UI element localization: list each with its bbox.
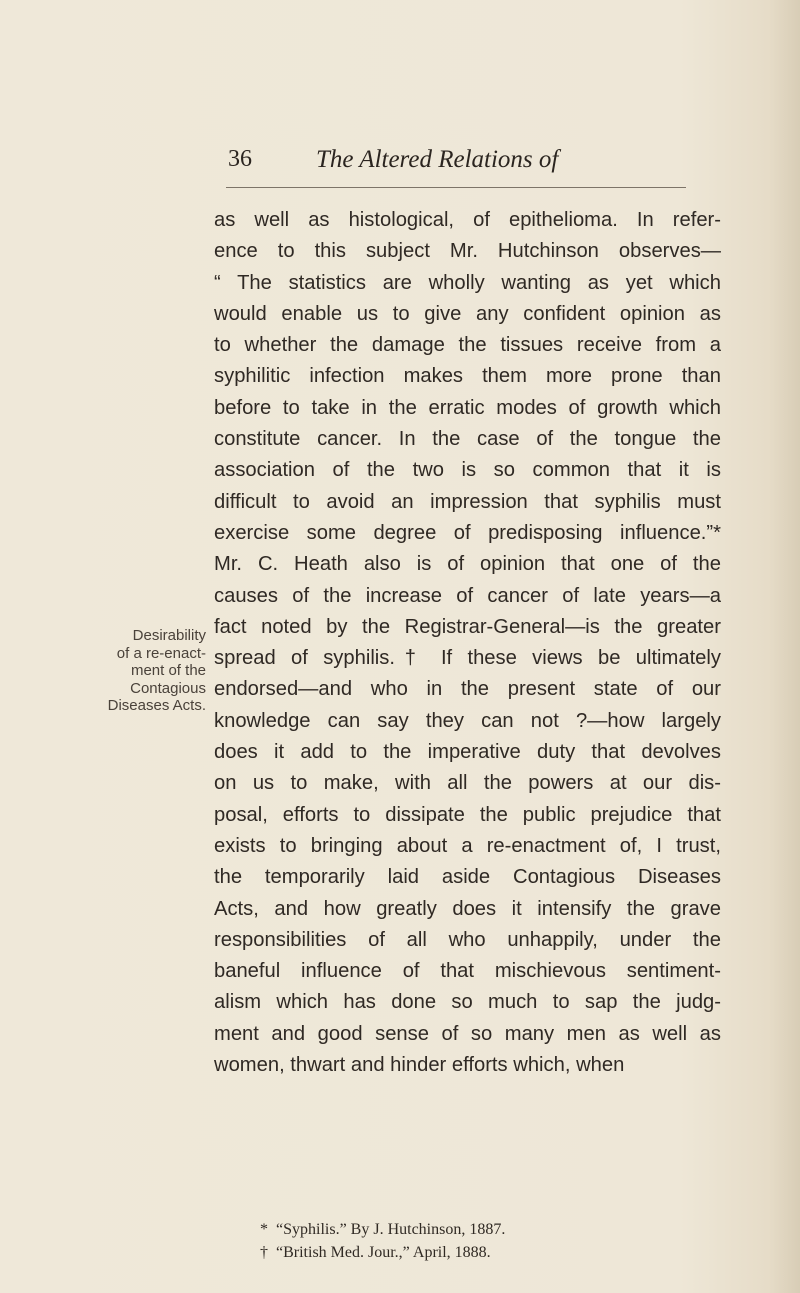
footnote-text: “British Med. Jour.,” April, 1888. <box>276 1244 491 1261</box>
margin-note-line: ment of the <box>130 662 206 679</box>
text-line: baneful influence of that mischievous sentiment- <box>214 960 721 983</box>
text-line: knowledge can say they can not ?—how largely <box>214 709 721 732</box>
margin-note <box>16 627 206 715</box>
page-header <box>228 146 688 182</box>
running-title: The Altered Relations of <box>316 146 559 173</box>
text-line: “ The statistics are wholly wanting as yet which <box>214 271 721 294</box>
header-rule <box>226 187 686 188</box>
text-line: association of the two is so common that it is <box>214 459 721 482</box>
text-line: posal, efforts to dissipate the public prejudice that <box>214 803 721 826</box>
margin-note-line: Desirability <box>132 627 206 644</box>
text-line: to whether the damage the tissues receive from a <box>214 334 721 357</box>
text-line: the temporarily laid aside Contagious Diseases <box>214 866 721 889</box>
text-line: responsibilities of all who unhappily, under the <box>214 928 721 951</box>
text-line: exists to bringing about a re-enactment of, I trust, <box>214 834 721 857</box>
text-line: syphilitic infection makes them more prone than <box>214 365 721 388</box>
margin-note-line: of a re-enact- <box>116 644 206 662</box>
text-line: fact noted by the Registrar-General—is the greater <box>214 615 721 638</box>
footnote <box>256 1241 726 1264</box>
text-line: before to take in the erratic modes of growth which <box>214 396 721 419</box>
text-line: does it add to the imperative duty that devolves <box>214 741 721 764</box>
footnote-mark: * <box>260 1221 268 1238</box>
text-line: Acts, and how greatly does it intensify the grave <box>214 897 721 920</box>
text-line: causes of the increase of cancer of late years—a <box>214 584 721 607</box>
text-line: difficult to avoid an impression that syphilis must <box>214 490 721 513</box>
footnote-text: “Syphilis.” By J. Hutchinson, 1887. <box>276 1221 506 1238</box>
text-line: women, thwart and hinder efforts which, when <box>214 1054 625 1077</box>
footnote <box>256 1218 726 1241</box>
footnotes <box>256 1218 726 1264</box>
text-line: exercise some degree of predisposing influence.”* <box>214 521 721 544</box>
text-line: alism which has done so much to sap the judg- <box>214 991 721 1014</box>
margin-note-line: Diseases Acts. <box>107 697 206 714</box>
text-line: would enable us to give any confident opinion as <box>214 302 721 325</box>
body-text <box>214 205 721 1081</box>
text-line: constitute cancer. In the case of the tongue the <box>214 428 721 451</box>
text-line: ence to this subject Mr. Hutchinson observes— <box>214 240 721 263</box>
text-line: as well as histological, of epithelioma. In refer- <box>214 209 721 231</box>
footnote-mark: † <box>260 1244 268 1261</box>
page-number: 36 <box>228 146 252 172</box>
text-line: Mr. C. Heath also is of opinion that one of the <box>214 553 721 576</box>
text-line: spread of syphilis.† If these views be ultimately <box>214 647 721 670</box>
text-line: endorsed—and who in the present state of our <box>214 678 721 701</box>
margin-note-line: Contagious <box>130 679 206 697</box>
text-line: on us to make, with all the powers at our dis- <box>214 772 721 795</box>
text-line: ment and good sense of so many men as well as <box>214 1022 721 1045</box>
